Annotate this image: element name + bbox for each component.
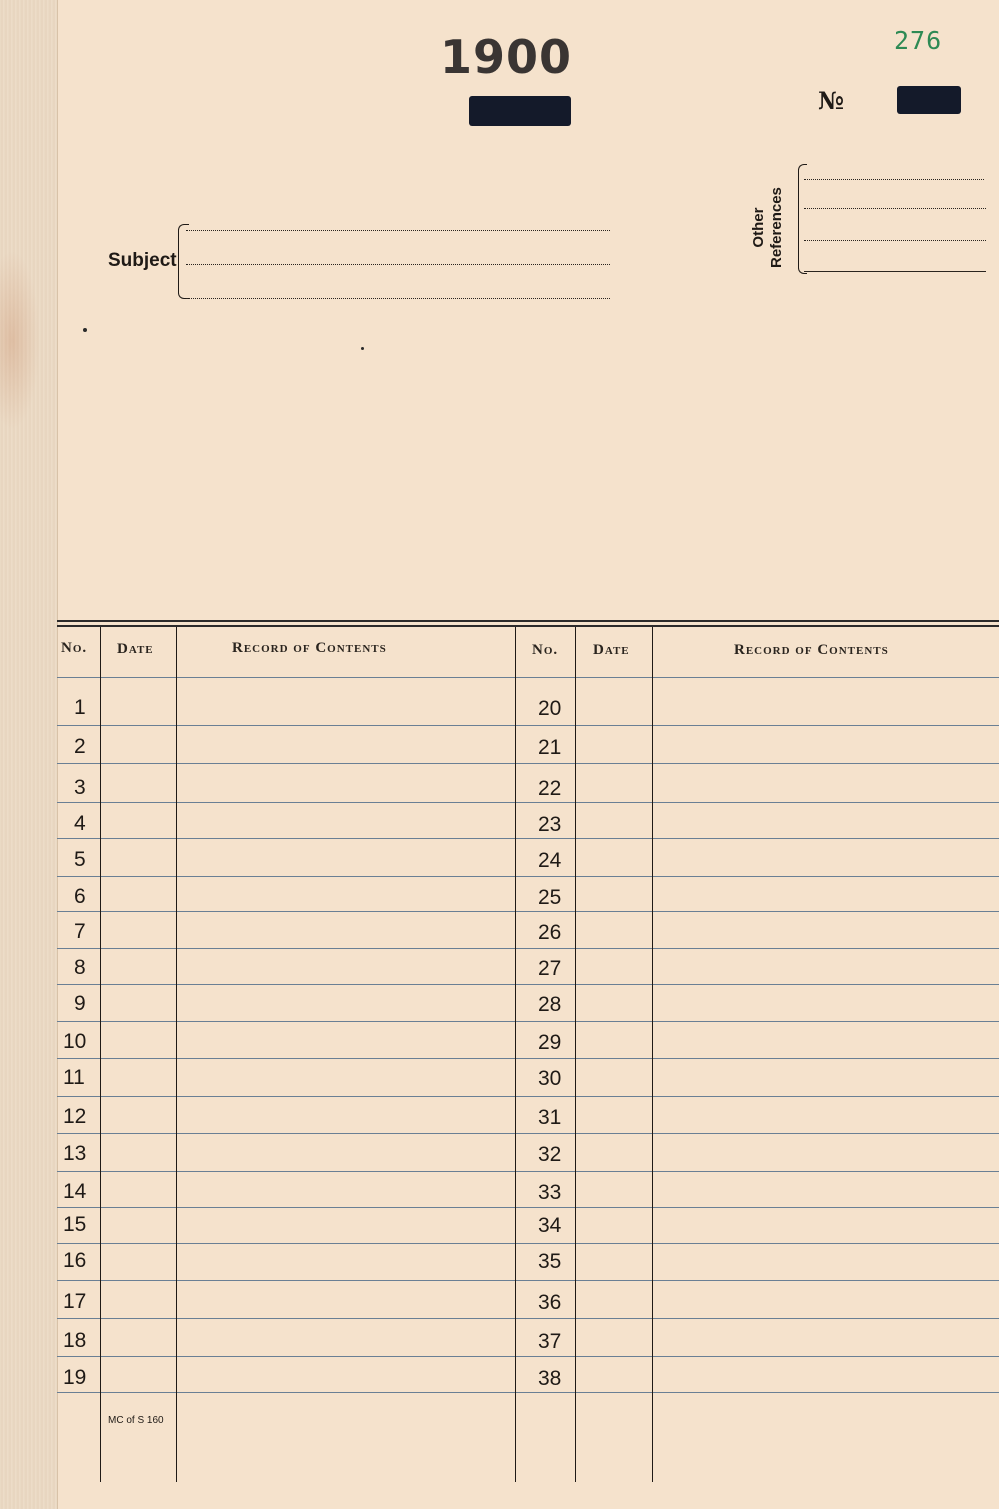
header-date-right: Date xyxy=(593,642,630,658)
row-number-left: 16 xyxy=(63,1249,87,1272)
row-number-left: 15 xyxy=(63,1213,87,1236)
row-rule xyxy=(57,1058,999,1059)
row-number-right: 28 xyxy=(538,993,562,1016)
subject-line-1[interactable] xyxy=(186,230,610,231)
row-number-left: 17 xyxy=(63,1290,87,1313)
row-number-left: 7 xyxy=(74,920,86,943)
row-rule xyxy=(57,948,999,949)
row-rule xyxy=(57,802,999,803)
number-sign: № xyxy=(818,86,845,115)
form-code: MC of S 160 xyxy=(108,1415,164,1426)
row-number-right: 25 xyxy=(538,886,562,909)
row-number-right: 38 xyxy=(538,1367,562,1390)
row-rule xyxy=(57,984,999,985)
header-no-left: No. xyxy=(61,640,88,656)
row-rule xyxy=(57,1133,999,1134)
row-number-right: 29 xyxy=(538,1031,562,1054)
row-rule xyxy=(57,1096,999,1097)
row-rule xyxy=(57,1171,999,1172)
row-number-left: 2 xyxy=(74,735,86,758)
row-number-right: 22 xyxy=(538,777,562,800)
row-number-right: 27 xyxy=(538,957,562,980)
header-no-right: No. xyxy=(532,642,559,658)
other-references-line1: Other xyxy=(750,207,767,248)
table-top-rule xyxy=(57,620,999,622)
row-number-right: 20 xyxy=(538,697,562,720)
header-bottom-rule xyxy=(57,677,999,678)
row-number-right: 24 xyxy=(538,849,562,872)
row-number-right: 23 xyxy=(538,813,562,836)
row-number-left: 11 xyxy=(63,1066,85,1089)
col-line-record-right xyxy=(652,627,653,1482)
row-rule xyxy=(57,876,999,877)
year-stamp: 1900 xyxy=(440,30,573,84)
row-number-left: 5 xyxy=(74,848,86,871)
row-number-left: 1 xyxy=(74,696,86,719)
row-rule xyxy=(57,1392,999,1393)
ink-speck xyxy=(83,328,87,332)
paper-stain xyxy=(0,250,40,430)
row-number-left: 3 xyxy=(74,776,86,799)
col-line-no-right xyxy=(515,627,516,1482)
col-line-date-right xyxy=(575,627,576,1482)
row-number-right: 32 xyxy=(538,1143,562,1166)
row-number-left: 19 xyxy=(63,1366,87,1389)
row-number-left: 14 xyxy=(63,1180,87,1203)
file-number-handwritten: 276 xyxy=(894,26,943,55)
other-references-line2: References xyxy=(768,187,785,268)
row-rule xyxy=(57,763,999,764)
header-date-left: Date xyxy=(117,641,154,657)
header-record-left: Record of Contents xyxy=(232,640,387,656)
subject-brace xyxy=(178,224,189,299)
row-number-right: 35 xyxy=(538,1250,562,1273)
row-rule xyxy=(57,1243,999,1244)
row-number-right: 26 xyxy=(538,921,562,944)
row-number-right: 37 xyxy=(538,1330,562,1353)
row-rule xyxy=(57,1318,999,1319)
row-number-left: 10 xyxy=(63,1030,87,1053)
row-number-right: 30 xyxy=(538,1067,562,1090)
row-number-right: 31 xyxy=(538,1106,562,1129)
row-number-left: 13 xyxy=(63,1142,87,1165)
col-line-record-left xyxy=(176,627,177,1482)
header-record-right: Record of Contents xyxy=(734,642,889,658)
ink-speck xyxy=(361,347,364,350)
subject-line-2[interactable] xyxy=(186,264,610,265)
other-ref-line-2[interactable] xyxy=(804,208,986,209)
row-rule xyxy=(57,1280,999,1281)
row-rule xyxy=(57,1356,999,1357)
row-number-left: 4 xyxy=(74,812,86,835)
row-number-left: 9 xyxy=(74,992,86,1015)
other-ref-line-3[interactable] xyxy=(804,240,986,241)
row-number-right: 33 xyxy=(538,1181,562,1204)
row-number-left: 12 xyxy=(63,1105,87,1128)
row-number-left: 18 xyxy=(63,1329,87,1352)
subject-label: Subject xyxy=(108,250,177,271)
redacted-file-number xyxy=(897,86,961,114)
row-rule xyxy=(57,911,999,912)
row-number-left: 8 xyxy=(74,956,86,979)
subject-line-3[interactable] xyxy=(186,298,610,299)
other-ref-line-4[interactable] xyxy=(804,271,986,272)
col-line-date-left xyxy=(100,627,101,1482)
other-ref-line-1[interactable] xyxy=(804,179,984,180)
row-rule xyxy=(57,1207,999,1208)
row-number-left: 6 xyxy=(74,885,86,908)
row-number-right: 34 xyxy=(538,1214,562,1237)
row-rule xyxy=(57,725,999,726)
binding-spine xyxy=(0,0,58,1509)
row-rule xyxy=(57,1021,999,1022)
row-number-right: 21 xyxy=(538,736,562,759)
row-number-right: 36 xyxy=(538,1291,562,1314)
redacted-block-top xyxy=(469,96,571,126)
table-top-rule-2 xyxy=(57,625,999,627)
other-references-label xyxy=(750,187,786,268)
row-rule xyxy=(57,838,999,839)
other-references-brace xyxy=(798,164,807,274)
